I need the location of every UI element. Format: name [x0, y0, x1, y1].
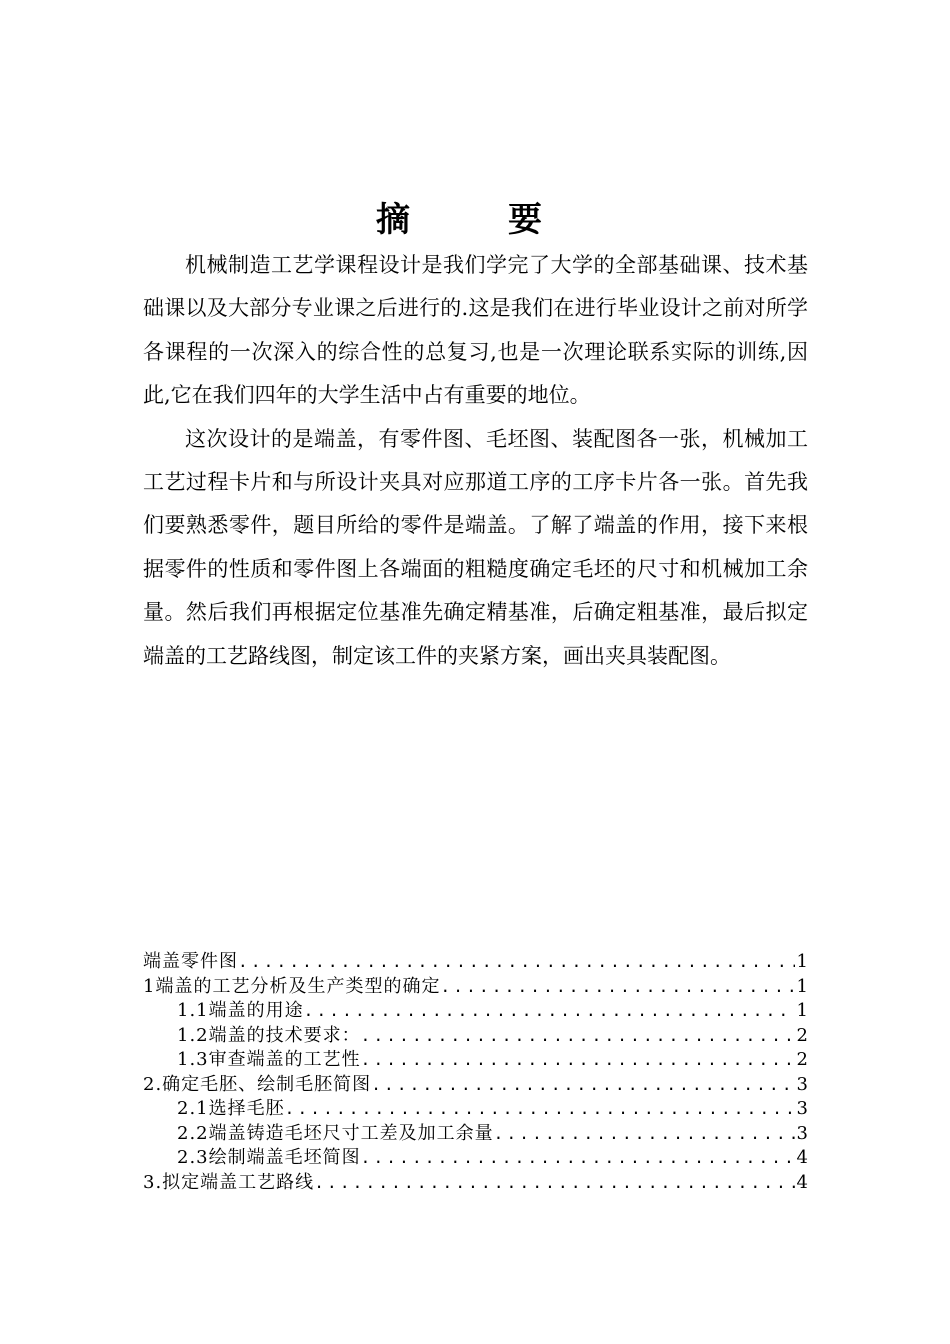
toc-entry[interactable]	[143, 950, 808, 975]
toc-entry-page: 3	[796, 1122, 808, 1144]
toc-leader-dots	[494, 1122, 795, 1147]
toc-entry-page: 1	[796, 1000, 808, 1021]
abstract-paragraph: 机械制造工艺学课程设计是我们学完了大学的全部基础课、技术基础课以及大部分专业课之后进行的.这是我们在进行毕业设计之前对所学各课程的一次深入的综合性的总复习,也是一次理论联系实际的训练,因此,它在我们四年的大学生活中占有重要的地位。	[143, 253, 808, 408]
toc-entry-label: 2.2端盖铸造毛坯尺寸工差及加工余量	[177, 1122, 494, 1144]
toc-leader-dots	[440, 975, 794, 1000]
abstract-body	[143, 244, 808, 678]
toc-entry-label: 1.3审查端盖的工艺性	[177, 1049, 361, 1070]
toc-leader-dots	[361, 1024, 795, 1049]
abstract-paragraph: 这次设计的是端盖，有零件图、毛坯图、装配图各一张，机械加工工艺过程卡片和与所设计夹具对应那道工序的工序卡片各一张。首先我们要熟悉零件，题目所给的零件是端盖。了解了端盖的作用，接下来根据零件的性质和零件图上各端面的粗糙度确定毛坯的尺寸和机械加工余量。然后我们再根据定位基准先确定精基准，后确定粗基准，最后拟定端盖的工艺路线图，制定该工件的夹紧方案，画出夹具装配图。	[143, 426, 808, 668]
toc-entry-page: 3	[796, 1098, 808, 1119]
toc-leader-dots	[361, 1146, 795, 1171]
toc-entry[interactable]	[143, 999, 808, 1024]
toc-entry-label: 1端盖的工艺分析及生产类型的确定	[143, 975, 441, 997]
toc-entry-label: 3.拟定端盖工艺路线	[143, 1171, 315, 1193]
toc-entry[interactable]	[143, 1171, 808, 1196]
toc-leader-dots	[314, 1171, 794, 1196]
toc-leader-dots	[238, 950, 795, 975]
toc-entry[interactable]	[143, 1073, 808, 1098]
toc-entry-page: 4	[796, 1147, 808, 1168]
toc-entry-page: 2	[796, 1024, 808, 1046]
toc-leader-dots	[304, 999, 795, 1024]
toc-entry[interactable]	[143, 1024, 808, 1049]
toc-entry[interactable]	[143, 1122, 808, 1147]
toc-leader-dots	[361, 1048, 795, 1073]
toc-entry-page: 3	[796, 1073, 808, 1095]
toc-entry-label: 2.确定毛胚、绘制毛胚简图	[143, 1073, 372, 1095]
toc-entry-page: 4	[796, 1171, 808, 1193]
toc-leader-dots	[285, 1097, 795, 1122]
toc-entry[interactable]	[143, 1097, 808, 1122]
toc-entry-label: 1.2端盖的技术要求：	[177, 1024, 361, 1046]
toc-entry-label: 端盖零件图	[143, 951, 238, 972]
toc-entry-page: 1	[796, 951, 808, 972]
toc-entry[interactable]	[143, 1146, 808, 1171]
abstract-title: 摘 要	[376, 200, 574, 240]
toc-entry-label: 2.3绘制端盖毛坯简图	[177, 1147, 361, 1168]
toc-entry[interactable]	[143, 975, 808, 1000]
toc-leader-dots	[371, 1073, 794, 1098]
toc-entry-page: 1	[796, 975, 808, 997]
toc-entry[interactable]	[143, 1048, 808, 1073]
toc-entry-label: 2.1选择毛胚	[177, 1098, 285, 1119]
toc-entry-label: 1.1端盖的用途	[177, 1000, 304, 1021]
toc-entry-page: 2	[796, 1049, 808, 1070]
table-of-contents	[143, 950, 808, 1195]
